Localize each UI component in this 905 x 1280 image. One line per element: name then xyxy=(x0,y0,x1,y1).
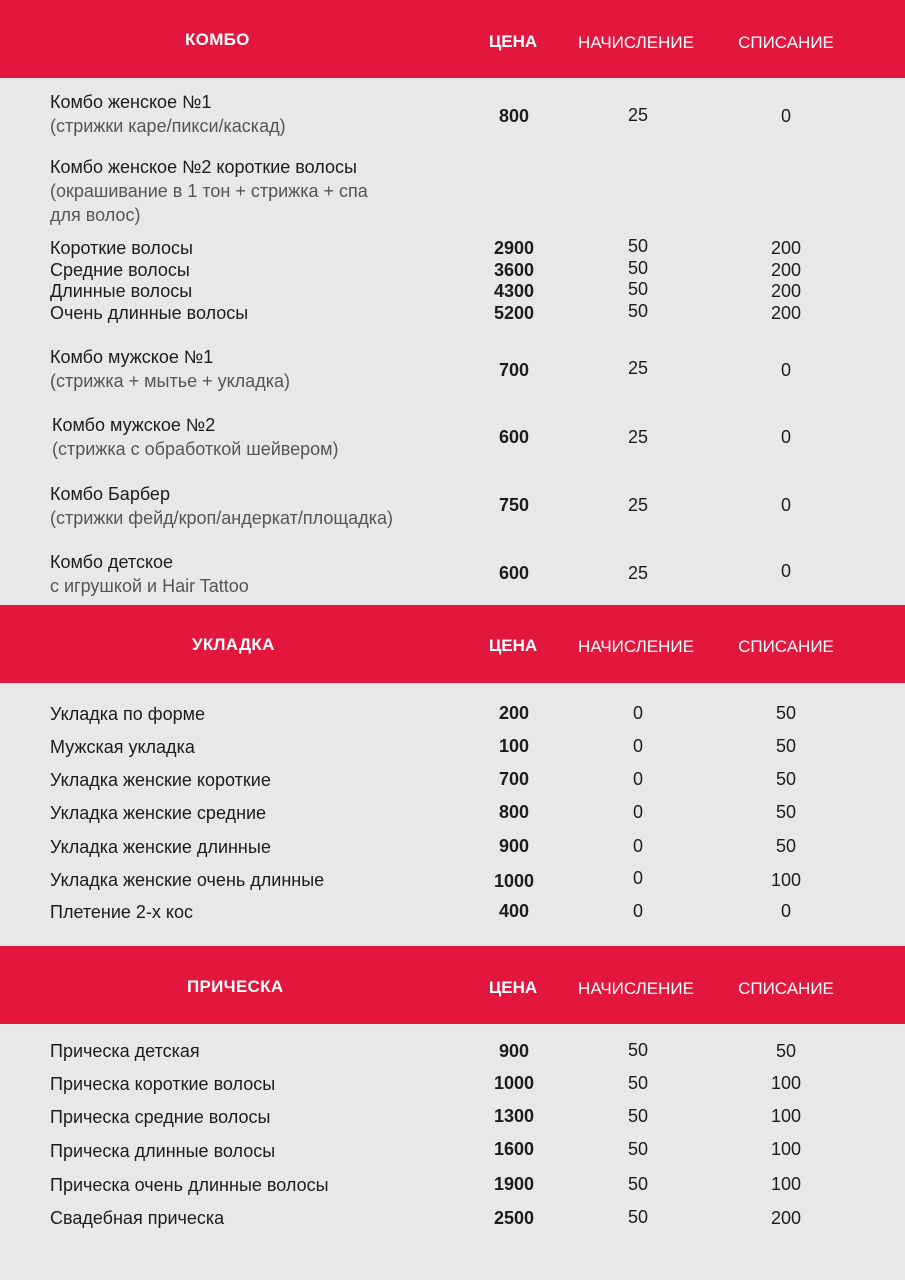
item-accrual: 0 xyxy=(632,901,643,921)
item-accrual: 25 xyxy=(627,563,649,583)
item-price: 750 xyxy=(498,495,530,515)
item-name: Укладка женские очень длинные xyxy=(50,870,325,890)
item-accrual: 0 xyxy=(632,736,643,756)
item-accrual: 50 xyxy=(627,1106,649,1126)
variant-accrual: 50 xyxy=(627,279,649,299)
item-writeoff: 100 xyxy=(770,1073,802,1093)
hairdo-accrual-header: НАЧИСЛЕНИЕ xyxy=(578,979,694,998)
variant-price: 4300 xyxy=(493,281,535,301)
item-writeoff: 50 xyxy=(775,1041,797,1061)
item-price: 1000 xyxy=(493,1073,535,1093)
variant-name: Длинные волосы xyxy=(50,281,193,301)
styling-accrual-header: НАЧИСЛЕНИЕ xyxy=(578,637,694,656)
item-writeoff: 50 xyxy=(775,769,797,789)
item-writeoff: 0 xyxy=(780,360,791,380)
item-price: 1600 xyxy=(493,1139,535,1159)
item-name: Прическа очень длинные волосы xyxy=(50,1175,329,1195)
item-price: 700 xyxy=(498,360,530,380)
item-name: Укладка женские короткие xyxy=(50,770,271,790)
hairdo-price-header: ЦЕНА xyxy=(488,978,538,997)
item-name: Комбо детское xyxy=(50,552,174,572)
item-price: 600 xyxy=(498,427,530,447)
item-writeoff: 50 xyxy=(775,836,797,856)
item-accrual: 25 xyxy=(627,495,649,515)
item-writeoff: 100 xyxy=(770,1174,802,1194)
item-price: 700 xyxy=(498,769,530,789)
item-writeoff: 50 xyxy=(775,802,797,822)
variant-price: 3600 xyxy=(493,259,535,280)
group-name: Комбо женское №2 короткие волосы xyxy=(50,157,357,177)
variant-accrual: 50 xyxy=(627,236,649,256)
item-accrual: 25 xyxy=(627,427,649,447)
variant-accrual: 50 xyxy=(627,257,649,278)
item-accrual: 25 xyxy=(627,358,649,378)
item-name: Комбо мужское №1 xyxy=(50,347,214,367)
item-price: 200 xyxy=(498,703,530,723)
group-description: (окрашивание в 1 тон + стрижка + спа для волос) xyxy=(50,181,368,225)
item-writeoff: 0 xyxy=(780,901,791,921)
combo-accrual-header: НАЧИСЛЕНИЕ xyxy=(578,33,694,52)
item-name: Прическа детская xyxy=(50,1041,200,1061)
item-name: Прическа короткие волосы xyxy=(50,1074,276,1094)
item-writeoff: 0 xyxy=(780,495,791,515)
item-accrual: 50 xyxy=(627,1040,649,1060)
item-description: (стрижка с обработкой шейвером) xyxy=(52,439,339,459)
item-name: Укладка женские длинные xyxy=(50,837,271,857)
hairdo-title: ПРИЧЕСКА xyxy=(187,977,284,996)
item-writeoff: 100 xyxy=(770,1106,802,1126)
hairdo-header xyxy=(0,946,905,1024)
item-writeoff: 50 xyxy=(775,703,797,723)
item-writeoff: 50 xyxy=(775,736,797,756)
variant-accrual: 50 xyxy=(627,300,649,321)
item-accrual: 0 xyxy=(632,802,643,822)
combo-header xyxy=(0,0,905,78)
item-price: 1000 xyxy=(493,871,535,891)
combo-title: КОМБО xyxy=(185,30,250,49)
styling-price-header: ЦЕНА xyxy=(488,636,538,655)
item-name: Комбо мужское №2 xyxy=(52,415,216,435)
item-name: Плетение 2-х кос xyxy=(50,902,194,922)
item-name: Комбо Барбер xyxy=(50,484,170,504)
variant-name: Средние волосы xyxy=(50,259,190,280)
styling-header xyxy=(0,605,905,683)
item-accrual: 0 xyxy=(632,868,643,888)
item-writeoff: 200 xyxy=(770,1208,802,1228)
variant-name: Очень длинные волосы xyxy=(50,302,249,323)
item-price: 900 xyxy=(498,836,530,856)
item-description: (стрижки фейд/кроп/андеркат/площадка) xyxy=(50,508,393,528)
styling-title: УКЛАДКА xyxy=(192,635,275,654)
item-price: 400 xyxy=(498,901,530,921)
variant-price: 5200 xyxy=(493,302,535,323)
item-accrual: 25 xyxy=(627,105,649,125)
item-name: Мужская укладка xyxy=(50,737,195,757)
item-price: 2500 xyxy=(493,1208,535,1228)
item-name: Прическа средние волосы xyxy=(50,1107,271,1127)
item-price: 800 xyxy=(498,802,530,822)
item-accrual: 0 xyxy=(632,836,643,856)
item-accrual: 50 xyxy=(627,1139,649,1159)
variant-writeoff: 200 xyxy=(770,302,802,323)
item-writeoff: 100 xyxy=(770,1139,802,1159)
combo-price-header: ЦЕНА xyxy=(488,32,538,51)
item-writeoff: 100 xyxy=(770,870,802,890)
item-description: с игрушкой и Hair Tattoo xyxy=(50,576,249,596)
item-name: Комбо женское №1 xyxy=(50,92,212,112)
item-writeoff: 0 xyxy=(780,561,791,581)
styling-writeoff-header: СПИСАНИЕ xyxy=(738,637,834,656)
item-name: Прическа длинные волосы xyxy=(50,1141,276,1161)
variant-name: Короткие волосы xyxy=(50,238,193,258)
variant-writeoff: 200 xyxy=(770,238,802,258)
item-name: Укладка по форме xyxy=(50,704,205,724)
variant-writeoff: 200 xyxy=(770,259,802,280)
item-accrual: 50 xyxy=(627,1207,649,1227)
item-accrual: 50 xyxy=(627,1073,649,1093)
hairdo-writeoff-header: СПИСАНИЕ xyxy=(738,979,834,998)
item-price: 600 xyxy=(498,563,530,583)
item-price: 1300 xyxy=(493,1106,535,1126)
item-price: 800 xyxy=(498,106,530,126)
item-accrual: 0 xyxy=(632,769,643,789)
item-name: Свадебная прическа xyxy=(50,1208,225,1228)
item-price: 100 xyxy=(498,736,530,756)
item-name: Укладка женские средние xyxy=(50,803,267,823)
item-price: 1900 xyxy=(493,1174,535,1194)
variant-price: 2900 xyxy=(493,238,535,258)
item-accrual: 0 xyxy=(632,703,643,723)
item-writeoff: 0 xyxy=(780,427,791,447)
variant-writeoff: 200 xyxy=(770,281,802,301)
item-description: (стрижки каре/пикси/каскад) xyxy=(50,116,286,136)
item-description: (стрижка + мытье + укладка) xyxy=(50,371,290,391)
item-price: 900 xyxy=(498,1041,530,1061)
combo-writeoff-header: СПИСАНИЕ xyxy=(738,33,834,52)
item-writeoff: 0 xyxy=(780,106,791,126)
item-accrual: 50 xyxy=(627,1174,649,1194)
